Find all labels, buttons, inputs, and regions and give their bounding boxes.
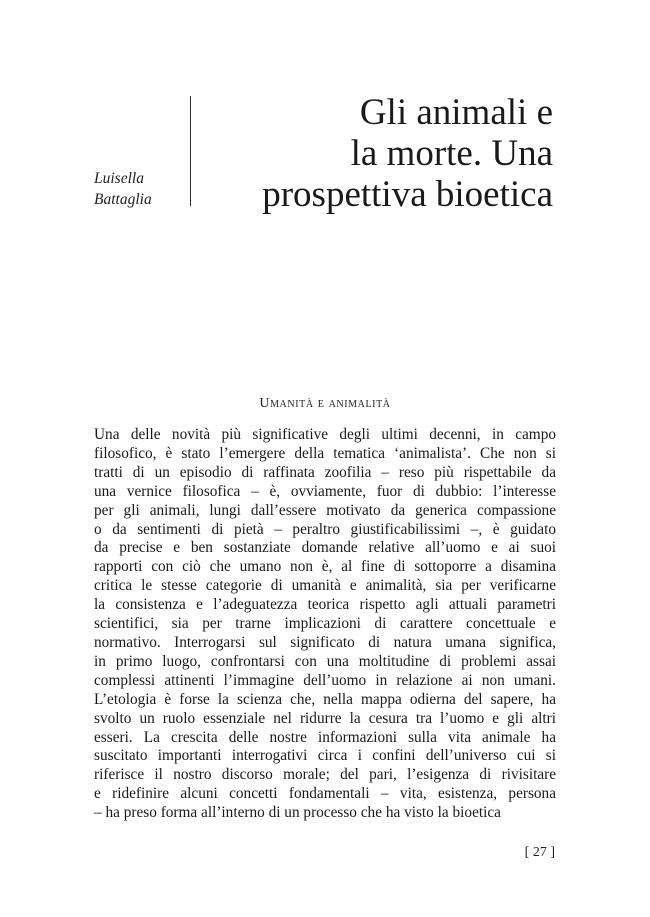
body-line: in primo luogo, confrontarsi con una moltitudine di problemi assai	[94, 652, 556, 670]
body-line: svolto un ruolo essenziale nel ridurre la cesura tra l’uomo e gli altri	[94, 709, 556, 727]
body-line: – ha preso forma all’interno di un processo che ha visto la bioetica	[94, 804, 501, 822]
body-line: filosofico, è stato l’emergere della tematica ‘animalista’. Che non si	[94, 444, 556, 462]
body-line: complessi attinenti l’immagine dell’uomo in relazione ai non umani.	[94, 671, 556, 689]
body-line: Una delle novità più significative degli ultimi decenni, in campo	[94, 426, 556, 443]
body-line: e ridefinire alcuni concetti fondamentali – vita, esistenza, persona	[94, 785, 556, 803]
title-line: la morte. Una	[350, 133, 553, 174]
author-last-name: Battaglia	[94, 191, 152, 208]
body-line: riferisce il nostro discorso morale; del pari, l’esigenza di rivisitare	[94, 766, 556, 784]
title-line: prospettiva bioetica	[262, 174, 553, 215]
body-line: L’etologia è forse la scienza che, nella mappa odierna del sapere, ha	[94, 690, 556, 708]
body-line: suscitato importanti interrogativi circa i confini dell’universo cui si	[94, 747, 556, 765]
author-first-name: Luisella	[94, 170, 144, 187]
body-line: scientifici, sia per trarne implicazioni di carattere concettuale e	[94, 615, 556, 633]
body-line: esseri. La crescita delle nostre informazioni sulla vita animale ha	[94, 728, 556, 746]
section-heading: Umanità e animalità	[259, 396, 391, 411]
body-line: tratti di un episodio di raffinata zoofilia – reso più rispettabile da	[94, 463, 556, 481]
page-number: [ 27 ]	[524, 845, 555, 860]
body-line: per gli animali, lungi dall’essere motivato da generica compassione	[94, 501, 556, 519]
body-line: rapporti con ciò che umano non è, al fine di sottoporre a disamina	[94, 558, 556, 576]
body-line: da precise e ben sostanziate domande relative all’uomo e ai suoi	[94, 539, 556, 557]
title-line: Gli animali e	[359, 92, 553, 133]
body-line: una vernice filosofica – è, ovviamente, fuor di dubbio: l’interesse	[94, 482, 556, 500]
author-name	[94, 168, 152, 210]
body-line: o da sentimenti di pietà – peraltro giustificabilissimi –, è guidato	[94, 520, 556, 538]
body-line: la consistenza e l’adeguatezza teorica rispetto agli attuali parametri	[94, 596, 556, 614]
body-line: critica le stesse categorie di umanità e animalità, sia per verificarne	[94, 577, 556, 595]
body-paragraph	[94, 426, 556, 823]
body-line: normativo. Interrogarsi sul significato di natura umana significa,	[94, 633, 556, 651]
chapter-title	[173, 92, 553, 215]
